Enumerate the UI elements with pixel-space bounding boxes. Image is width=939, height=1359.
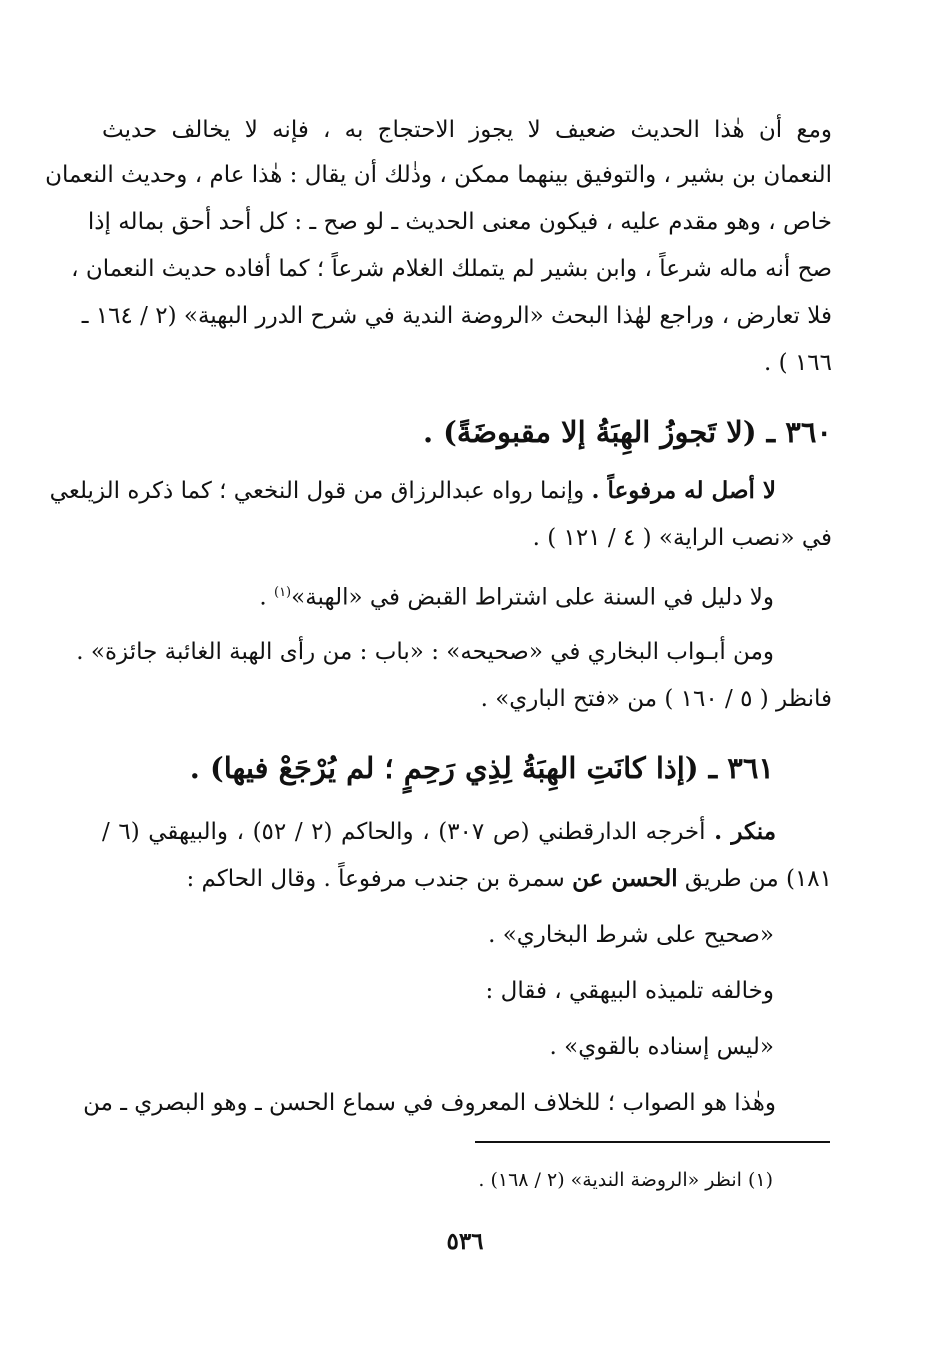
text-line [259,576,774,615]
text-segment: ١٨١) من طريق [677,866,832,892]
text-segment: سمرة بن جندب مرفوعاً . وقال الحاكم : [186,866,573,892]
page-number: ٥٣٦ [446,1228,484,1255]
text-line [186,862,832,896]
text-line: فانظر ( ٥ / ١٦٠ ) من «فتح الباري» . [480,686,832,712]
text-segment: ولا دليل في السنة على اشتراط القبض في «الهبة» [291,584,774,611]
verdict-label: لا أصل له مرفوعاً . [591,477,776,504]
text-line [102,815,776,849]
text-line: ومع أن هٰذا الحديث ضعيف لا يجوز الاحتجاج به ، فإنه لا يخالف حديث [102,117,832,143]
text-line: ومن أبـواب البخاري في «صحيحه» : «باب : من رأى الهبة الغائبة جائزة» . [76,639,774,665]
footnote-marker: (١) [273,585,292,600]
text-line: فلا تعارض ، وراجع لهٰذا البحث «الروضة الندية في شرح الدرر البهية» (٢ / ١٦٤ ـ [81,303,832,329]
footnote: (١) انظر «الروضة الندية» (٢ / ١٦٨) . [478,1169,773,1191]
text-segment: أخرجه الدارقطني (ص ٣٠٧) ، والحاكم (٢ / ٥٢) ، والبيهقي (٦ / [102,819,715,845]
text-line: ١٦٦ ) . [764,350,832,376]
hadith-heading-361: ٣٦١ ـ (إذا كانَتِ الهِبَةُ لِذِي رَحِمٍ ؛ لم يُرْجَعْ فيها) . [189,751,774,785]
text-line [49,474,776,508]
text-line: في «نصب الراية» ( ٤ / ١٢١ ) . [532,525,832,551]
verdict-label: منكر . [714,818,777,845]
text-line: «ليس إسناده بالقوي» . [549,1034,774,1060]
footnote-divider [475,1141,830,1143]
hadith-heading-360: ٣٦٠ ـ (لا تَجوزُ الهِبَةُ إلا مقبوضَةً) . [422,415,832,449]
text-line: خاص ، وهو مقدم عليه ، فيكون معنى الحديث ـ لو صح ـ : كل أحد أحق بماله إذا [87,209,832,235]
text-line: وخالفه تلميذه البيهقي ، فقال : [485,978,774,1004]
text-segment: وإنما رواه عبدالرزاق من قول النخعي ؛ كما ذكره الزيلعي [49,478,592,504]
text-line: «صحيح على شرط البخاري» . [488,922,774,948]
narrator-chain: الحسن عن [572,865,678,892]
text-segment: . [259,584,274,611]
text-line: النعمان بن بشير ، والتوفيق بينهما ممكن ، وذٰلك أن يقال : هٰذا عام ، وحديث النعمان [45,162,832,188]
text-line: وهٰذا هو الصواب ؛ للخلاف المعروف في سماع الحسن ـ وهو البصري ـ من [83,1090,776,1116]
text-line: صح أنه ماله شرعاً ، وابن بشير لم يتملك الغلام شرعاً ؛ كما أفاده حديث النعمان ، [71,256,832,282]
